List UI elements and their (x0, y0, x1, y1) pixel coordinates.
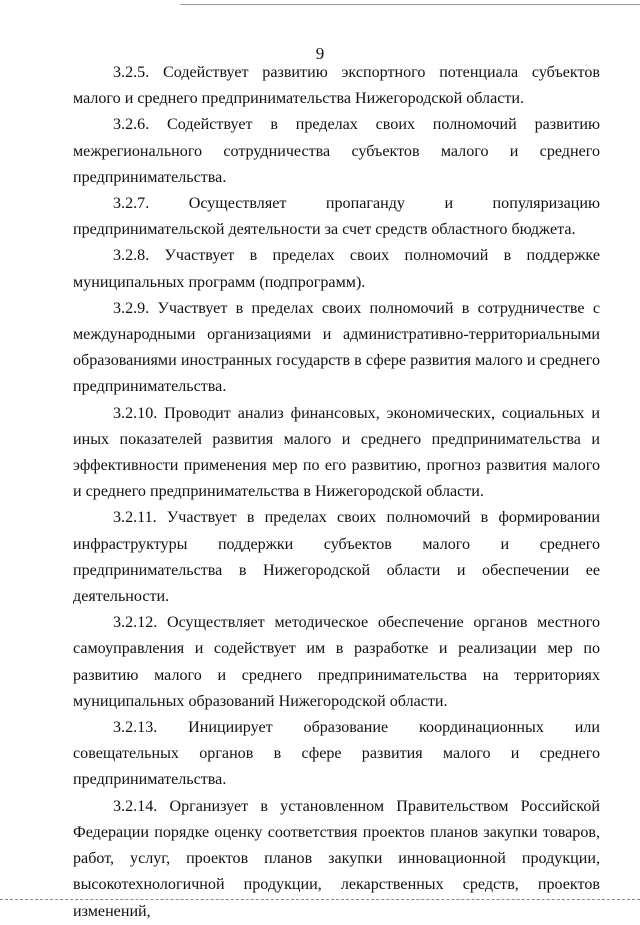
paragraph-3-2-5: 3.2.5. Содействует развитию экспортного потенциала субъектов малого и среднего предпринимательства Нижегородской области. (73, 64, 600, 108)
bottom-scan-edge (0, 899, 640, 900)
document-body (73, 60, 600, 925)
page-number: 9 (315, 44, 325, 63)
paragraph-3-2-6: 3.2.6. Содействует в пределах своих полномочий развитию межрегионального сотрудничества субъектов малого и среднего предпринимательства. (73, 116, 600, 186)
paragraph-3-2-9: 3.2.9. Участвует в пределах своих полномочий в сотрудничестве с международными организациями и административно-территориальными образованиями иностранных государств в сфере развития малого и среднего предпринимательства. (73, 299, 600, 396)
top-scan-edge (180, 4, 640, 5)
paragraph-3-2-12: 3.2.12. Осуществляет методическое обеспечение органов местного самоуправления и содействует им в разработке и реализации мер по развитию малого и среднего предпринимательства на территориях муниципальных образований Нижегородской области. (73, 614, 600, 710)
paragraph-3-2-7: 3.2.7. Осуществляет пропаганду и популяризацию предпринимательской деятельности за счет средств областного бюджета. (73, 195, 600, 239)
paragraph-3-2-10: 3.2.10. Проводит анализ финансовых, экономических, социальных и иных показателей развития малого и среднего предпринимательства и эффективности применения мер по его развитию, прогноз развития малого и среднего предпринимательства в Нижегородской области. (73, 404, 600, 501)
paragraph-3-2-13: 3.2.13. Инициирует образование координационных или совещательных органов в сфере развития малого и среднего предпринимательства. (73, 719, 600, 789)
paragraph-3-2-14: 3.2.14. Организует в установленном Правительством Российской Федерации порядке оценку соответствия проектов планов закупки товаров, работ, услуг, проектов планов закупки инновационной продукции, высокотехнологичной продукции, лекарственных средств, проектов изменений, (73, 797, 600, 920)
paragraph-3-2-11: 3.2.11. Участвует в пределах своих полномочий в формировании инфраструктуры поддержки субъектов малого и среднего предпринимательства в Нижегородской области и обеспечении ее деятельности. (73, 509, 600, 606)
paragraph-3-2-8: 3.2.8. Участвует в пределах своих полномочий в поддержке муниципальных программ (подпрограмм). (73, 247, 600, 291)
